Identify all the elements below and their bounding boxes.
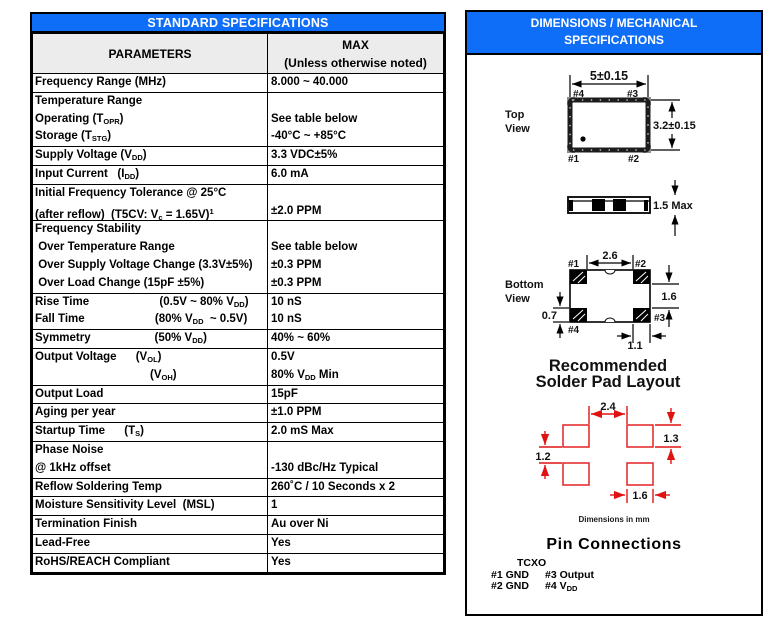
bottom-view-top-dimension	[587, 250, 633, 269]
param-cell: Output Load	[33, 385, 268, 404]
pin-row	[491, 581, 594, 595]
solder-pads	[563, 425, 653, 485]
spec-table-body	[33, 74, 444, 573]
solder-pad-layout-drawing	[531, 357, 683, 503]
solder-pad-bottom-dim-label: 1.6	[632, 490, 648, 502]
param-cell: Input Current $(I_{DD})$	[33, 165, 268, 184]
solder-pad-top-dim-label: 2.4	[600, 401, 616, 413]
param-cell: Initial Frequency Tolerance @ 25°C (after reflow) (T5CV: $V_c = 1.65V)^1$	[33, 184, 268, 221]
value-cell: See table below ±0.3 PPM ±0.3 PPM	[268, 221, 444, 293]
top-view-height-label: 3.2±0.15	[653, 120, 696, 132]
solder-pad-left-dim-label: 1.2	[535, 451, 551, 463]
bottom-view-left-dimension	[542, 292, 569, 338]
param-cell: Supply Voltage $(V_{DD})$	[33, 147, 268, 166]
value-cell: Au over Ni	[268, 516, 444, 535]
value-cell: -130 dBc/Hz Typical	[268, 441, 444, 478]
table-row	[33, 404, 444, 423]
table-row	[33, 441, 444, 478]
standard-specifications-panel	[30, 12, 446, 575]
side-view-package-body	[568, 197, 650, 213]
bottom-view-pin3-label: #3	[654, 313, 666, 324]
solder-pad-top-dimension	[589, 401, 627, 424]
bottom-view-pin4-label: #4	[568, 325, 580, 336]
specifications-table	[32, 33, 444, 573]
value-cell: 15pF	[268, 385, 444, 404]
solder-pad-right-dimension	[655, 408, 683, 464]
table-row	[33, 516, 444, 535]
mechanical-header-line1: DIMENSIONS / MECHANICAL	[530, 16, 698, 30]
param-cell: Phase Noise @ 1kHz offset	[33, 441, 268, 478]
mechanical-panel-header	[467, 12, 761, 55]
mechanical-header-line2: SPECIFICATIONS	[564, 33, 664, 47]
param-cell: Reflow Soldering Temp	[33, 478, 268, 497]
bottom-view-label-line2: View	[505, 293, 530, 305]
table-row	[33, 92, 444, 146]
device-type-label: TCXO	[517, 557, 547, 569]
table-row	[33, 553, 444, 572]
pin-label: #2 GND	[491, 579, 529, 592]
param-cell: RoHS/REACH Compliant	[33, 553, 268, 572]
bottom-view-pin2-label: #2	[635, 259, 647, 270]
table-row	[33, 478, 444, 497]
side-view-height-dimension	[653, 180, 694, 236]
side-view-drawing	[568, 180, 694, 236]
spec-header-row	[33, 34, 444, 74]
parameters-column-header: PARAMETERS	[33, 34, 268, 74]
param-cell: Temperature Range Operating $(T_{OPR})$ Storage $(T_{STG})$	[33, 92, 268, 146]
solder-pad-title-line2: Solder Pad Layout	[535, 373, 681, 391]
table-row	[33, 534, 444, 553]
dimensions-note: Dimensions in mm	[578, 515, 650, 524]
value-cell: 6.0 mA	[268, 165, 444, 184]
value-cell: 40% ~ 60%	[268, 330, 444, 349]
param-cell: Moisture Sensitivity Level (MSL)	[33, 497, 268, 516]
table-row	[33, 385, 444, 404]
top-view-pin1-label: #1	[568, 154, 580, 165]
param-cell: Lead-Free	[33, 534, 268, 553]
top-view-label-line2: View	[505, 123, 530, 135]
param-cell: Aging per year	[33, 404, 268, 423]
max-header-line2: (Unless otherwise noted)	[284, 55, 427, 70]
param-cell: Frequency Range (MHz)	[33, 74, 268, 93]
bottom-view-drawing	[505, 250, 681, 352]
pin-label: #3 Output	[545, 569, 594, 581]
value-cell: Yes	[268, 534, 444, 553]
bottom-view-bottom-dimension	[617, 324, 666, 352]
top-view-pin4-label: #4	[573, 89, 585, 100]
table-row	[33, 147, 444, 166]
max-column-header	[268, 34, 444, 74]
pin-connections-title: Pin Connections	[546, 536, 682, 553]
table-row	[33, 330, 444, 349]
param-cell: Symmetry (50% $V_{DD}$)	[33, 330, 268, 349]
max-header-line1: MAX	[342, 37, 369, 52]
bottom-view-top-dim-label: 2.6	[602, 250, 618, 262]
mechanical-specifications-panel	[465, 10, 763, 616]
param-cell: Termination Finish	[33, 516, 268, 535]
pin-row	[491, 570, 594, 581]
value-cell: ±1.0 PPM	[268, 404, 444, 423]
param-cell: Output Voltage $(V_{OL})$ $(V_{OH})$	[33, 348, 268, 385]
standard-specifications-title: STANDARD SPECIFICATIONS	[32, 14, 444, 33]
bottom-view-right-dim-label: 1.6	[661, 291, 677, 303]
param-cell: Frequency Stability Over Temperature Range Over Supply Voltage Change (3.3V±5%) Over Load Change (15pF ±5%)	[33, 221, 268, 293]
table-row	[33, 221, 444, 293]
solder-pad-left-dimension	[531, 431, 562, 479]
value-cell: 1	[268, 497, 444, 516]
top-view-pin3-label: #3	[627, 89, 639, 100]
value-cell: 0.5V 80% $V_{DD}$ Min	[268, 348, 444, 385]
bottom-view-label-line1: Bottom	[505, 279, 544, 291]
top-view-pin2-label: #2	[628, 154, 640, 165]
value-cell: 8.000 ~ 40.000	[268, 74, 444, 93]
bottom-view-pin1-label: #1	[568, 259, 580, 270]
value-cell: 260˚C / 10 Seconds x 2	[268, 478, 444, 497]
pin-label: #1 GND	[491, 569, 529, 581]
top-view-label-line1: Top	[505, 109, 525, 121]
top-view-package-body	[567, 97, 651, 153]
table-row	[33, 423, 444, 442]
solder-pad-title-line1: Recommended	[548, 357, 668, 375]
pin-connections-list	[491, 570, 594, 594]
value-cell: ±2.0 PPM	[268, 184, 444, 221]
top-view-height-dimension	[651, 100, 696, 150]
value-cell: 2.0 mS Max	[268, 423, 444, 442]
table-row	[33, 497, 444, 516]
value-cell: Yes	[268, 553, 444, 572]
table-row	[33, 165, 444, 184]
param-cell: Startup Time $(T_S)$	[33, 423, 268, 442]
value-cell: See table below -40°C ~ +85°C	[268, 92, 444, 146]
value-cell: 10 nS 10 nS	[268, 293, 444, 330]
solder-pad-right-dim-label: 1.3	[663, 433, 679, 445]
table-row	[33, 348, 444, 385]
pin1-indicator-dot	[580, 136, 585, 141]
value-cell: 3.3 VDC±5%	[268, 147, 444, 166]
table-row	[33, 184, 444, 221]
bottom-view-bottom-dim-label: 1.1	[627, 340, 643, 352]
top-view-drawing	[505, 69, 696, 165]
side-view-height-label: 1.5 Max	[653, 200, 693, 212]
param-cell: Rise Time (0.5V ~ 80% $V_{DD}$) Fall Time (80% $V_{DD}$ ~ 0.5V)	[33, 293, 268, 330]
top-view-width-label: 5±0.15	[589, 69, 629, 83]
solder-pad-bottom-dimension	[610, 488, 670, 503]
pin-label: #4 $V_{DD}$	[545, 579, 578, 593]
bottom-view-left-dim-label: 0.7	[541, 310, 557, 322]
table-row	[33, 74, 444, 93]
table-row	[33, 293, 444, 330]
